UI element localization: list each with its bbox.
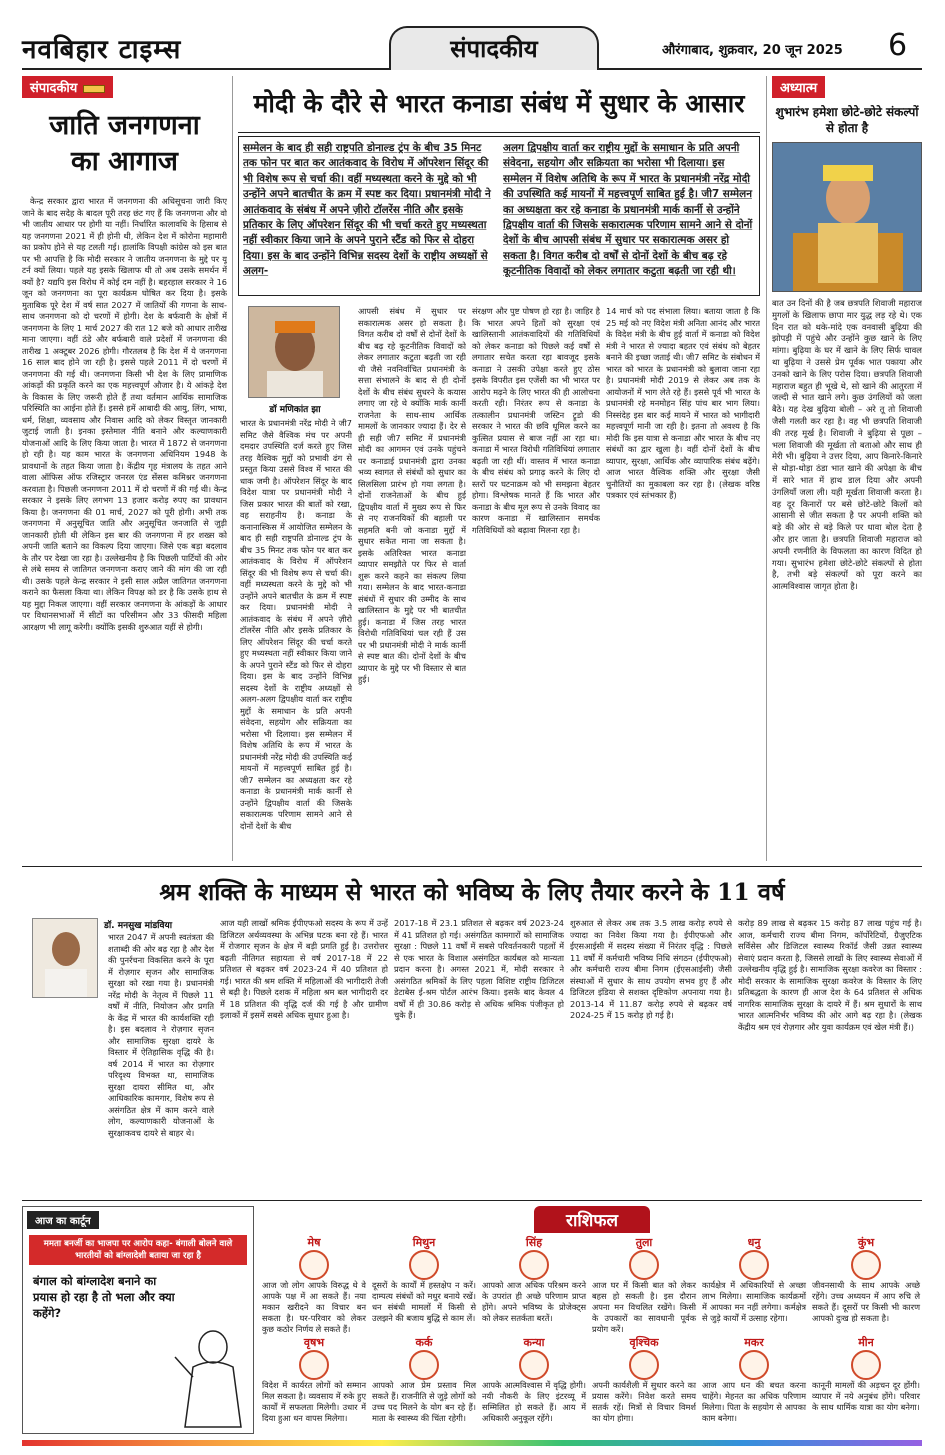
rashi-kumbh — [812, 1235, 920, 1324]
rashi-name: मीन — [858, 1336, 874, 1349]
second-headline: श्रम शक्ति के माध्यम से भारत को भविष्य के लिए तैयार करने के 11 वर्ष — [159, 878, 785, 906]
rashi-name: धनु — [747, 1236, 761, 1249]
archer-icon — [739, 1250, 769, 1280]
editorial-tag — [22, 76, 113, 98]
maiden-icon — [519, 1350, 549, 1380]
rashi-text: कानूनी मामलों की अड़चन दूर होंगी। व्यापार में नये अनुबंध होंगे। परिवार के साथ धार्मिक यात्रा का योग बनेगा। — [812, 1380, 920, 1412]
goat-icon — [739, 1350, 769, 1380]
second-body-col5: करोड़ 89 लाख से बढ़कर 15 करोड़ 87 लाख पहुंच गई है। आज, कर्मचारी राज्य बीमा निगम, कॉर्पोरेटियों, ग्रैजुएटिक सर्विसेस और डिजिटल स्वास्थ्य रिकॉर्ड जैसी उन्नत स्वास्थ्य सेवाएं प्रदान करता है, जिससे लाखों के लिए स्वास्थ्य सेवाओं में उल्लेखनीय वृद्धि हुई है। सामाजिक सुरक्षा कवरेज का विस्तार : मोदी सरकार के सामाजिक सुरक्षा कवरेज के विस्तार के लिए प्रतिबद्धता के कारण ही आज देश के 64 प्रतिशत से अधिक नागरिक सामाजिक सुरक्षा के दायरे में हैं। श्रम सुधारों के साथ भारत आत्मनिर्भर भविष्य की ओर आगे बढ़ रहा है। (लेखक केंद्रीय श्रम एवं रोज़गार और युवा कार्यक्रम एवं खेल मंत्री हैं।) — [738, 918, 922, 1032]
editorial-tag-label: संपादकीय — [30, 81, 78, 96]
bull-icon — [299, 1350, 329, 1380]
author-photo — [248, 306, 340, 398]
rashi-vrishabh — [262, 1335, 366, 1424]
cartoon-speech: बंगाल को बांग्लादेश बनाने का प्रयास हो रहा है तो भला और क्या कहेंगे? — [33, 1274, 175, 1320]
editorial-title — [22, 108, 227, 180]
crab-icon — [409, 1350, 439, 1380]
rashi-name: वृश्चिक — [629, 1336, 659, 1349]
rashi-text: विदेश में कार्यरत लोगों को सम्मान मिल सकता है। व्यवसाय में रुके हुए कार्यों में सफलता मिलेगी। उधार में दिया हुआ धन वापस मिलेगा। — [262, 1380, 366, 1423]
cartoon-tag: आज का कार्टून — [27, 1211, 99, 1229]
rashi-text: अपनी कार्यशैली में सुधार करने का प्रयास करेंगे। निवेश करते समय सतर्क रहें। मित्रों से विचार विमर्श का योग होगा। — [592, 1380, 696, 1423]
rashi-text: दूसरों के कार्यों में हस्तक्षेप न करें। दाम्पत्य संबंधों को मधुर बनाये रखें। धन संबंधी मामलों में किसी से उलझने की बजाय बुद्धि से काम लें। — [372, 1280, 476, 1323]
rashi-kanya — [482, 1335, 586, 1424]
section-rule — [22, 1200, 922, 1201]
scales-icon — [629, 1250, 659, 1280]
main-body-col1: भारत के प्रधानमंत्री नरेंद्र मोदी ने जी7 समिट जैसे वैश्विक मंच पर अपनी दमदार उपस्थिति दर्ज करते हुए जिस तरह वैश्विक मुद्दों को प्रभावी ढंग से प्रस्तुत किया उससे विश्व में भारत की धाक जमी है। ऑपरेशन सिंदूर के बाद विदेश यात्रा पर प्रधानमंत्री मोदी ने जिस प्रकार भारत की बातों को रखा, वह सराहनीय है। कनाडा के कनानास्किस में आयोजित सम्मेलन के बाद ही सही राष्ट्रपति डोनाल्ड ट्रंप के बीच 35 मिनट तक फोन पर बात कर आतंकवाद के विरोध में ऑपरेशन सिंदूर की भी विशेष रूप से चर्चा की। वहीं मध्यस्थता करने के मुद्दे को भी उन्होंने अपने बातचीत के क्रम में स्पष्ट कर दिया। प्रधानमंत्री मोदी ने आतंकवाद के संबंध में अपने ज़ीरो टॉलरेंस नीति और इसके प्रतिकार के लिए ऑपरेशन सिंदूर की चर्चा करते हुए मध्यस्थता नहीं स्वीकार किया जाने के अपने पुराने स्टैंड को फिर से दोहरा दिया। इस के बाद उन्होंने विभिन्न सदस्य देशों के राष्ट्रीय अध्यक्षों से अलग-अलग द्विपक्षीय वार्ता कर राष्ट्रीय मुद्दों के समाधान के प्रति अपनी संवेदना, सहयोग और सक्रियता का भरोसा भी दिलाया। इस सम्मेलन में विशेष अतिथि के रूप में भारत के प्रधानमंत्री नरेंद्र मोदी की उपस्थिति कई मायनों में महत्त्वपूर्ण साबित हुई है। जी7 सम्मेलन का अध्यक्षता कर रहे कनाडा के प्रधानमंत्री मार्क कार्नी से उन्होंने द्विपक्षीय वार्ता की जिसके सकारात्मक परिणाम सामने आने से दोनों देशों के बीच — [240, 418, 352, 831]
section-rule — [22, 866, 922, 867]
rashi-text: आज जो लोग आपके विरुद्ध थे वे आपके पक्ष में आ सकते हैं। नया मकान खरीदने का विचार बन सकता है। घर-परिवार को लेकर कुछ कठोर निर्णय ले सकते हैं। — [262, 1280, 366, 1334]
twins-icon — [409, 1250, 439, 1280]
rashi-text: आपको आज अधिक परिश्रम करने के उपरांत ही अच्छे परिणाम प्राप्त होंगे। अपने भविष्य के प्रोजेक्ट्स को लेकर सतर्कता बरतें। — [482, 1280, 586, 1323]
second-body-col2: आज यही लाखों श्रमिक ईपीएफओ सदस्य के रूप में उन्हें डिजिटल अर्थव्यवस्था के अभिन्न घटक बना रहे हैं। भारत में रोजगार सृजन के क्षेत्र में बड़ी प्रगति हुई है। उत्तरोत्तर बढ़ती नीतिगत सहायता से वर्ष 2017-18 में 22 प्रतिशत से बढ़कर वर्ष 2023-24 में 40 प्रतिशत हो गई। भारत की श्रम शक्ति में महिलाओं की भागीदारी तेजी से बढ़ी है। पिछले दशक में महिला श्रम बल भागीदारी दर में 18 प्रतिशत की वृद्धि दर्ज की गई है और ग्रामीण इलाकों में इसमें सबसे अधिक सुधार हुआ है। — [220, 918, 388, 1020]
rashifal-grid — [262, 1235, 922, 1435]
second-body-col3: 2017-18 में 23.1 प्रतिशत से बढ़कर वर्ष 2023-24 में 41 प्रतिशत हो गई। असंगठित कामगारों को सामाजिक सुरक्षा : पिछले 11 वर्षों में सबसे परिवर्तनकारी पहलों में से एक भारत के विशाल असंगठित कार्यबल को मान्यता प्रदान करना है। अगस्त 2021 में, मोदी सरकार ने असंगठित श्रमिकों के लिए पहला विशिष्ट राष्ट्रीय डिजिटल डेटाबेस ई-श्रम पोर्टल आरंभ किया। इसके बाद केवल 4 वर्षों में ही 30.86 करोड़ से अधिक श्रमिक पंजीकृत हो चुके हैं। — [394, 918, 564, 1020]
rashi-meen — [812, 1335, 920, 1413]
adhyatm-column — [772, 76, 922, 861]
shivaji-portrait — [772, 142, 922, 292]
column-divider — [766, 76, 767, 861]
main-body-col4: 14 मार्च को पद संभाला लिया। बताया जाता है कि 25 मई को नए विदेश मंत्री अनिता आनंद और भारत के विदेश मंत्री के बीच हुई वार्ता में कनाडा को विदेश मंत्री ने भारत से ज्यादा बहतर एवं संबंध को बेहतर बनाने की इच्छा जताई थी। जी7 समिट के संबोधन में भारत को भारत के प्रधानमंत्री को बुलावा जाना रहा है। प्रधानमंत्री मोदी 2019 से लेकर अब तक के आयोजनों में भाग लेते रहे हैं। इससे पूर्व भी भारत के प्रधानमंत्री रहे मनमोहन सिंह पांच बार भाग लिया। निस्संदेह इस बार कई मायने में भारत को भागीदारी महत्त्वपूर्ण मानी जा रही है। इतना तो अवश्य है कि मोदी कि इस यात्रा से कनाडा और भारत के बीच नए संबंधों का द्वार खुला है। वहीं दोनों देशों के बीच व्यापार, सुरक्षा, आर्थिक और व्यापारिक संबंध बढ़ेंगे। आज भारत वैश्विक शक्ति और सुरक्षा जैसी चुनौतियों का मुकाबला कर रहा है। (लेखक वरिष्ठ पत्रकार एवं स्तंभकार हैं) — [606, 306, 760, 500]
adhyatm-body: बात उन दिनों की है जब छत्रपति शिवाजी महाराज मुगलों के खिलाफ छापा मार युद्ध लड़ रहे थे। एक दिन रात को थके-मांदे एक वनवासी बुढ़िया की झोपड़ी में पहुंचे और उन्होंने कुछ खाने के लिए मांगा। बुढ़िया के घर में खाने के लिए सिर्फ चावल था बुढ़िया ने उससे प्रेम पूर्वक भात पकाया और उनको खाने के लिए परोस दिया। छत्रपति शिवाजी महाराज बहुत ही भूखे थे, सो खाने की आतुरता में जल्दी से भात खाने लगे। कुछ उंगलियों को जला बैठे। यह देख बुढ़िया बोली – अरे तू तो शिवाजी जैसी गलती कर रहा है। वह भी छत्रपति शिवाजी की तरह मूर्ख है। शिवाजी ने बुढ़िया से पूछा – भला शिवाजी की मूर्खता तो बताओ और साथ ही मेरी भी। बुढ़िया ने उत्तर दिया, आप किनारे-किनारे से थोड़ा-थोड़ा ठंडा भात खाने की अपेक्षा के बीच में सारे भात में हाथ डाल दिया और अपनी उंगलियाँ जला ली। यही मूर्खता शिवाजी करता है। वह दूर किनारों पर बसे छोटे-छोटे किलों को आसानी से जीत सकता है पर अपनी शक्ति को बड़े की ओर से बड़े किले पर धावा बोल देता है और हार जाता है। छत्रपति शिवाजी महाराज को अपनी रणनीति के विफलता का कारण विदित हो गया। सुभारंभ हमेशा छोटे-छोटे संकल्पों से होता है, तभी बड़े संकल्पों को पूरा करने का आत्मविश्वास जागृत होता है। — [772, 298, 922, 592]
pencil-icon — [83, 85, 105, 93]
main-body-col3: संरक्षण और पुष्ट पोषण हो रहा है। जाहिर है कि भारत अपने हितों को सुरक्षा एवं खालिस्तानी आतंकवादियों की गतिविधियों को लेकर कनाडा को पिछले कई वर्षों से लगातार सचेत करता रहा बावजूद इसके कनाडा ने उसकी उपेक्षा करते हुए ठोस इसके विपरीत इस एजेंसी का भी भारत पर आरोप मढ़ने के लिए भारत की ही आलोचना करती रही। निरंतर रूप से कनाडा के तत्कालीन प्रधानमंत्री जस्टिन ट्रूडो की सरकार ने भारत की छवि धूमिल करने का कुत्सित प्रयास से बाज नहीं आ रहा था। कनाडा में भारत विरोधी गतिविधियां लगातार बढ़ती जा रही थीं। वास्तव में भारत कनाडा के बीच संबंध को प्रगाढ़ करने के लिए दो स्तरों पर घटनाक्रम को भी समझना बेहतर होगा। विश्लेषक मानते हैं कि भारत और कनाडा के बीच मूल रूप से उनके विवाद का कारण कनाडा में खालिस्तान समर्थक गतिविधियों को बढ़ावा मिलना रहा है। — [472, 306, 600, 535]
rashi-text: आपको आज प्रेम प्रस्ताव मिल सकते हैं। राजनीति से जुड़े लोगों को उच्च पद मिलने के योग बन रहे हैं। माता के स्वास्थ्य की चिंता रहेगी। — [372, 1380, 476, 1423]
cartoon-figure-icon — [173, 1327, 251, 1431]
dateline: औरंगाबाद, शुक्रवार, 20 जून 2025 — [662, 43, 843, 58]
deck-box — [238, 136, 760, 296]
shivaji-painting-icon — [773, 143, 922, 292]
rashi-makar — [702, 1335, 806, 1424]
rashi-name: कन्या — [523, 1336, 545, 1349]
lion-icon — [519, 1250, 549, 1280]
rashi-mesh — [262, 1235, 366, 1335]
editorial-column — [22, 76, 227, 861]
fish-icon — [851, 1350, 881, 1380]
adhyatm-title: शुभारंभ हमेशा छोटे-छोटे संकल्पों से होता है — [775, 105, 919, 135]
rashi-text: आपके आत्मविश्वास में वृद्धि होगी। नयी नौकरी के लिए इंटरव्यू में सम्मिलित हो सकते हैं। आय में अधिकारी अनुकूल रहेंगे। — [482, 1380, 586, 1423]
rashi-name: वृषभ — [303, 1336, 325, 1349]
scorpion-icon — [629, 1350, 659, 1380]
rashi-name: मिथुन — [412, 1236, 436, 1249]
editorial-paragraph: केन्द्र सरकार द्वारा भारत में जनगणना की अधिसूचना जारी किए जाने के बाद सदेह के बादल पूरी तरह छंट गए हैं कि जनगणना और वो भी जातीय आधार पर होगी या नहीं। निर्धारित कालावधि के हिसाब से यह जनगणना 2021 में ही होनी थी, लेकिन देश में कोरोना महामारी का प्रकोप होने से यह टलती गई। हालांकि विपक्षी कांग्रेस को इस बात पर भी आपत्ति है कि मोदी सरकार ने जातीय जनगणना के मुद्दे पर यू टर्न क्यों लिया। पहले यह इसके खिलाफ थी तो अब उसके समर्थन में क्यों है? यद्यपि इस विरोध में कोई दम नहीं है। बहरहाल सरकार ने 16 जून को जनगणना का पूरा कार्यक्रम घोषित कर दिया है। इसके मुताबिक पूरे देश में वर्ष सात 2027 में जातियों की गणना के साथ-साथ जनगणना को दो चरणों में होगी। देश के बर्फवारी के क्षेत्रों में जनगणना के लिए 1 मार्च 2027 की रात 12 बजे को आधार तारीख माना जाएगा। वहीं ठंडे और बर्फबारी वाले प्रदेशों में जनगणना की तारीख 1 अक्टूबर 2026 होगी। गौरतलब है कि देश में ये जनगणना 16 साल बाद होने जा रही है। इससे पहले 2011 में दो चरणों में जनगणना की गई थी। जनगणना किसी भी देश के लिए प्रामाणिक आंकड़ों की प्रकृति करने का एक महत्त्वपूर्ण औजार है। ये आंकड़े देश के विकास के लिए जरूरी होते हैं तथा वर्तमान आर्थिक सामाजिक परिस्थिति का आईना होते हैं। इससे हमें आबादी की आयु, लिंग, भाषा, धर्म, शिक्षा, व्यवसाय और निवास आदि को लेकर विस्तृत जानकारी जुटाई जाती है। इनका इस्तेमाल नीति बनाने और कल्याणकारी योजनाओं आदि के लिए किया जाता है। भारत में 1872 से जनगणना हो रही है। यह काम भारत के जनगणना अधिनियम 1948 के प्रावधानों के तहत किया जाता है। केंद्रीय गृह मंत्रालय के तहत आने वाला ऑफिस ऑफ रजिस्ट्रार जनरल एंड सेंसस कमिश्नर जनगणना करवाता है। पिछली जनगणना 2011 में दो चरणों में की गई थी। केन्द्र सरकार ने इसके लिए लगभग 13 हजार करोड़ रुपए का प्रावधान किया है। जनगणना की 01 मार्च, 2027 को पूरी होगी। अभी तक जनगणना में अनुसूचित जाति और अनुसूचित जनजाति से जुड़ी जानकारी होती थी लेकिन इस बार की जनगणना में हर शख्स को अपनी जाति बताने का विकल्प दिया जाएगा। जिसे एक बड़ा बदलाव के तौर पर देखा जा रहा है। उल्लेखनीय है कि पिछली पार्टियों की ओर से लंबे समय से जातिगत जनगणना कराए जाने की मांग की जा रही थी। उसके पहले केन्द्र सरकार ने इसी साल अप्रैल जातिगत जनगणना कराने का फैसला किया था। लेकिन विपक्ष को डर है कि उसके हाथ से यह मुद्दा निकल जाएगा। वहीं सरकार जनगणना के आंकड़ों के आधार पर विधानसभाओं में सीटों का परिसीमन और 33 फीसदी महिला आरक्षण भी लागू करेगी। क्योंकि इसकी शुरुआत यहीं से होगी। — [22, 196, 227, 632]
deck-left: सम्मेलन के बाद ही सही राष्ट्रपति डोनाल्ड ट्रंप के बीच 35 मिनट तक फोन पर बात कर आतंकवाद के विरोध में ऑपरेशन सिंदूर की भी विशेष रूप से चर्चा की। वहीं मध्यस्थता करने के मुद्दे को भी उन्होंने अपने बातचीत के क्रम में स्पष्ट कर दिया। प्रधानमंत्री मोदी ने आतंकवाद के संबंध में अपने ज़ीरो टॉलरेंस नीति और इसके प्रतिकार के लिए ऑपरेशन सिंदूर की भी चर्चा करते हुए मध्यस्थता नहीं स्वीकार किया जाने के अपने पुराने स्टैंड को फिर से दोहरा दिया। इस के बाद उन्होंने विभिन्न सदस्य देशों के राष्ट्रीय अध्यक्षों से अलग- — [243, 142, 491, 278]
masthead — [22, 28, 922, 70]
rashi-name: कुंभ — [857, 1236, 875, 1249]
water-pot-icon — [851, 1250, 881, 1280]
rashi-text: आज घर में किसी बात को लेकर बहस हो सकती है। इस दौरान अपना मन विचलित रखेंगे। किसी के उपकारों का सावधानी पूर्वक प्रयोग करें। — [592, 1280, 696, 1334]
registration-bar — [22, 1440, 922, 1446]
author-portrait-icon — [249, 307, 340, 398]
rashifal-section — [262, 1206, 922, 1434]
main-body-col2: आपसी संबंध में सुधार पर सकारात्मक असर हो सकता है। विगत करीब दो वर्षों से दोनों देशों के बीच बढ़ रहे कूटनीतिक विवादों को लेकर लगातार कटुता बढ़ती जा रही थी जैसे नवनिर्वाचित प्रधानमंत्री के सत्ता संभालने के बाद से ही दोनों देशों के बीच संबंध सुधरने के कयास लगाए जा रहे थे क्योंकि मार्क कार्नी राजनेता के साथ-साथ आर्थिक मामलों के जानकार ज्यादा हैं। देर से ही सही जी7 समिट में प्रधानमंत्री मोदी का आगमन एवं उनके पहुंचने पर कनाडाई प्रधानमंत्री द्वारा उनका भव्य स्वागत से संबंधों को सुधार का सिलसिला प्रारंभ हो गया लगता है। दोनों राजनेताओं के बीच हुई द्विपक्षीय वार्ता में मुख्य रूप से फिर से नए राजनयिकों की बहाली पर सहमति बनी जो कनाडा मुद्दों में सुधार सकेत माना जा सकता है। इसके अतिरिक्त भारत कनाडा व्यापार समझौते पर फिर से वार्ता शुरू करने कहने का संकल्प लिया गया। सम्मेलन के बाद भारत-कनाडा संबंधों में सुधार की उम्मीद के साथ खालिस्तान के मुद्दे पर भी बातचीत हुई। कनाडा में जिस तरह भारत विरोधी गतिविधियां चल रही हैं उस पर भी प्रधानमंत्री मोदी ने मार्क कार्नी से स्पष्ट बात की। दोनों देशों के बीच व्यापार के मुद्दे पर भी विस्तार से बात हुई। — [358, 306, 466, 684]
ram-icon — [299, 1250, 329, 1280]
rashi-name: मकर — [744, 1336, 764, 1349]
rashi-name: सिंह — [525, 1236, 543, 1249]
rashi-name: तुला — [635, 1236, 653, 1249]
rashi-text: जीवनसाथी के साथ आपके अच्छे रहेंगे। उच्च अध्ययन में आप रुचि ले सकते हैं। दूसरों पर किसी भी कारण आपको दुःख हो सकता है। — [812, 1280, 920, 1323]
cartoon-caption: ममता बनर्जी का भाजपा पर आरोप कहा- बंगाली बोलने वाले भारतीयों को बांग्लादेशी बताया जा रहा है — [29, 1235, 247, 1265]
rashi-kark — [372, 1335, 476, 1424]
rashifal-title: राशिफल — [534, 1206, 650, 1233]
editorial-title-line1: जाति जनगणना — [49, 110, 200, 141]
rashi-text: आज आप धन की बचत करना चाहेंगे। मेहनत का अधिक परिणाम मिलेगा। पिता के सहयोग से आपका काम बनेगा। — [702, 1380, 806, 1423]
editorial-title-line2: का आगाज — [71, 146, 178, 177]
rashi-vrishchik — [592, 1335, 696, 1424]
main-headline-box — [238, 80, 760, 130]
second-body-col4: शुरुआत से लेकर अब तक 3.5 लाख करोड़ रुपये से ज्यादा का निवेश किया गया है। ईपीएफओ और ईएसआईसी में सदस्य संख्या में निरंतर वृद्धि : पिछले 11 वर्षों में कर्मचारी भविष्य निधि संगठन (ईपीएफओ) और कर्मचारी राज्य बीमा निगम (ईएसआईसी) जैसी संस्थाओं में सुधार के साथ उपयोग सभव हुए हैं और डिजिटल इंडिया से सशक्त दृष्टिकोण अपनाया गया है। 2013-14 में 11.87 करोड़ रुपये से बढ़कर वर्ष 2024-25 में 15 करोड़ हो गई है। — [570, 918, 732, 1020]
rashi-name: कर्क — [415, 1336, 433, 1349]
headline-rule — [238, 132, 760, 133]
rashi-dhanu — [702, 1235, 806, 1324]
second-body-col1: भारत 2047 में अपनी स्वतंत्रता की शताब्दी की ओर बढ़ रहा है और देश की पुनर्रचना विकसित करने के पूरा में रोज़गार सृजन और सामाजिक सुरक्षा को रखा गया है। प्रधानमंत्री नरेंद्र मोदी के नेतृत्व में पिछले 11 वर्षों में नीति, नियोजन और प्रगति के केंद्र में भारत की कार्यशक्ति रही है। इस बदलाव ने रोज़गार सृजन और सामाजिक सुरक्षा दायरे के विस्तार में ऐतिहासिक वृद्धि की है। वर्ष 2014 में भारत का रोज़गार परिदृश्य विभक्त था, सामाजिक सुरक्षा दायरा सीमित था, और आधिकारिक कामगार, विशेष रूप से असंगठित क्षेत्र में काम करने वाले लोग, कल्याणकारी योजनाओं के सुरक्षाकवच दायरे से बाहर थे। — [108, 932, 214, 1138]
rashi-name: मेष — [307, 1236, 321, 1249]
rashi-tula — [592, 1235, 696, 1335]
rashi-singh — [482, 1235, 586, 1324]
second-author: डॉ. मनसुख मांडविया — [104, 921, 173, 931]
rashi-text: कार्यक्षेत्र में अधिकारियों से अच्छा लाभ मिलेगा। सामाजिक कार्यक्रमों में आपका मन नहीं लगेगा। कर्मक्षेत्र से जुड़े कार्यों में उत्साह रहेगा। — [702, 1280, 806, 1323]
author-name: डॉ मणिकांत झा — [269, 405, 321, 415]
column-divider — [232, 76, 233, 861]
cartoon-box — [22, 1206, 254, 1434]
adhyatm-tag: अध्यात्म — [772, 76, 825, 98]
paper-name: नवबिहार टाइम्स — [22, 35, 182, 65]
rashi-mithun — [372, 1235, 476, 1324]
editorial-body — [22, 196, 227, 856]
deck-right: अलग द्विपक्षीय वार्ता कर राष्ट्रीय मुद्दों के समाधान के प्रति अपनी संवेदना, सहयोग और सक्रियता का भरोसा भी दिलाया। इस सम्मेलन में विशेष अतिथि के रूप में भारत के प्रधानमंत्री नरेंद्र मोदी की उपस्थिति कई मायनों में महत्त्वपूर्ण साबित हुई है। जी7 सम्मेलन का अध्यक्षता कर रहे कनाडा के प्रधानमंत्री मार्क कार्नी से उन्होंने द्विपक्षीय वार्ता की जिसके सकारात्मक परिणाम सामने आने से दोनों देशों के बीच आपसी संबंध में सुधार पर सकारात्मक असर हो सकता है। विगत करीब दो वर्षों से दोनों देशों के बीच बढ़ रहे कूटनीतिक विवादों को लेकर लगातार कटुता बढ़ती जा रही थी। — [503, 142, 753, 278]
section-title: संपादकीय — [389, 26, 599, 70]
main-headline: मोदी के दौरे से भारत कनाडा संबंध में सुधार के आसार — [253, 89, 745, 118]
page-number: 6 — [888, 28, 908, 63]
